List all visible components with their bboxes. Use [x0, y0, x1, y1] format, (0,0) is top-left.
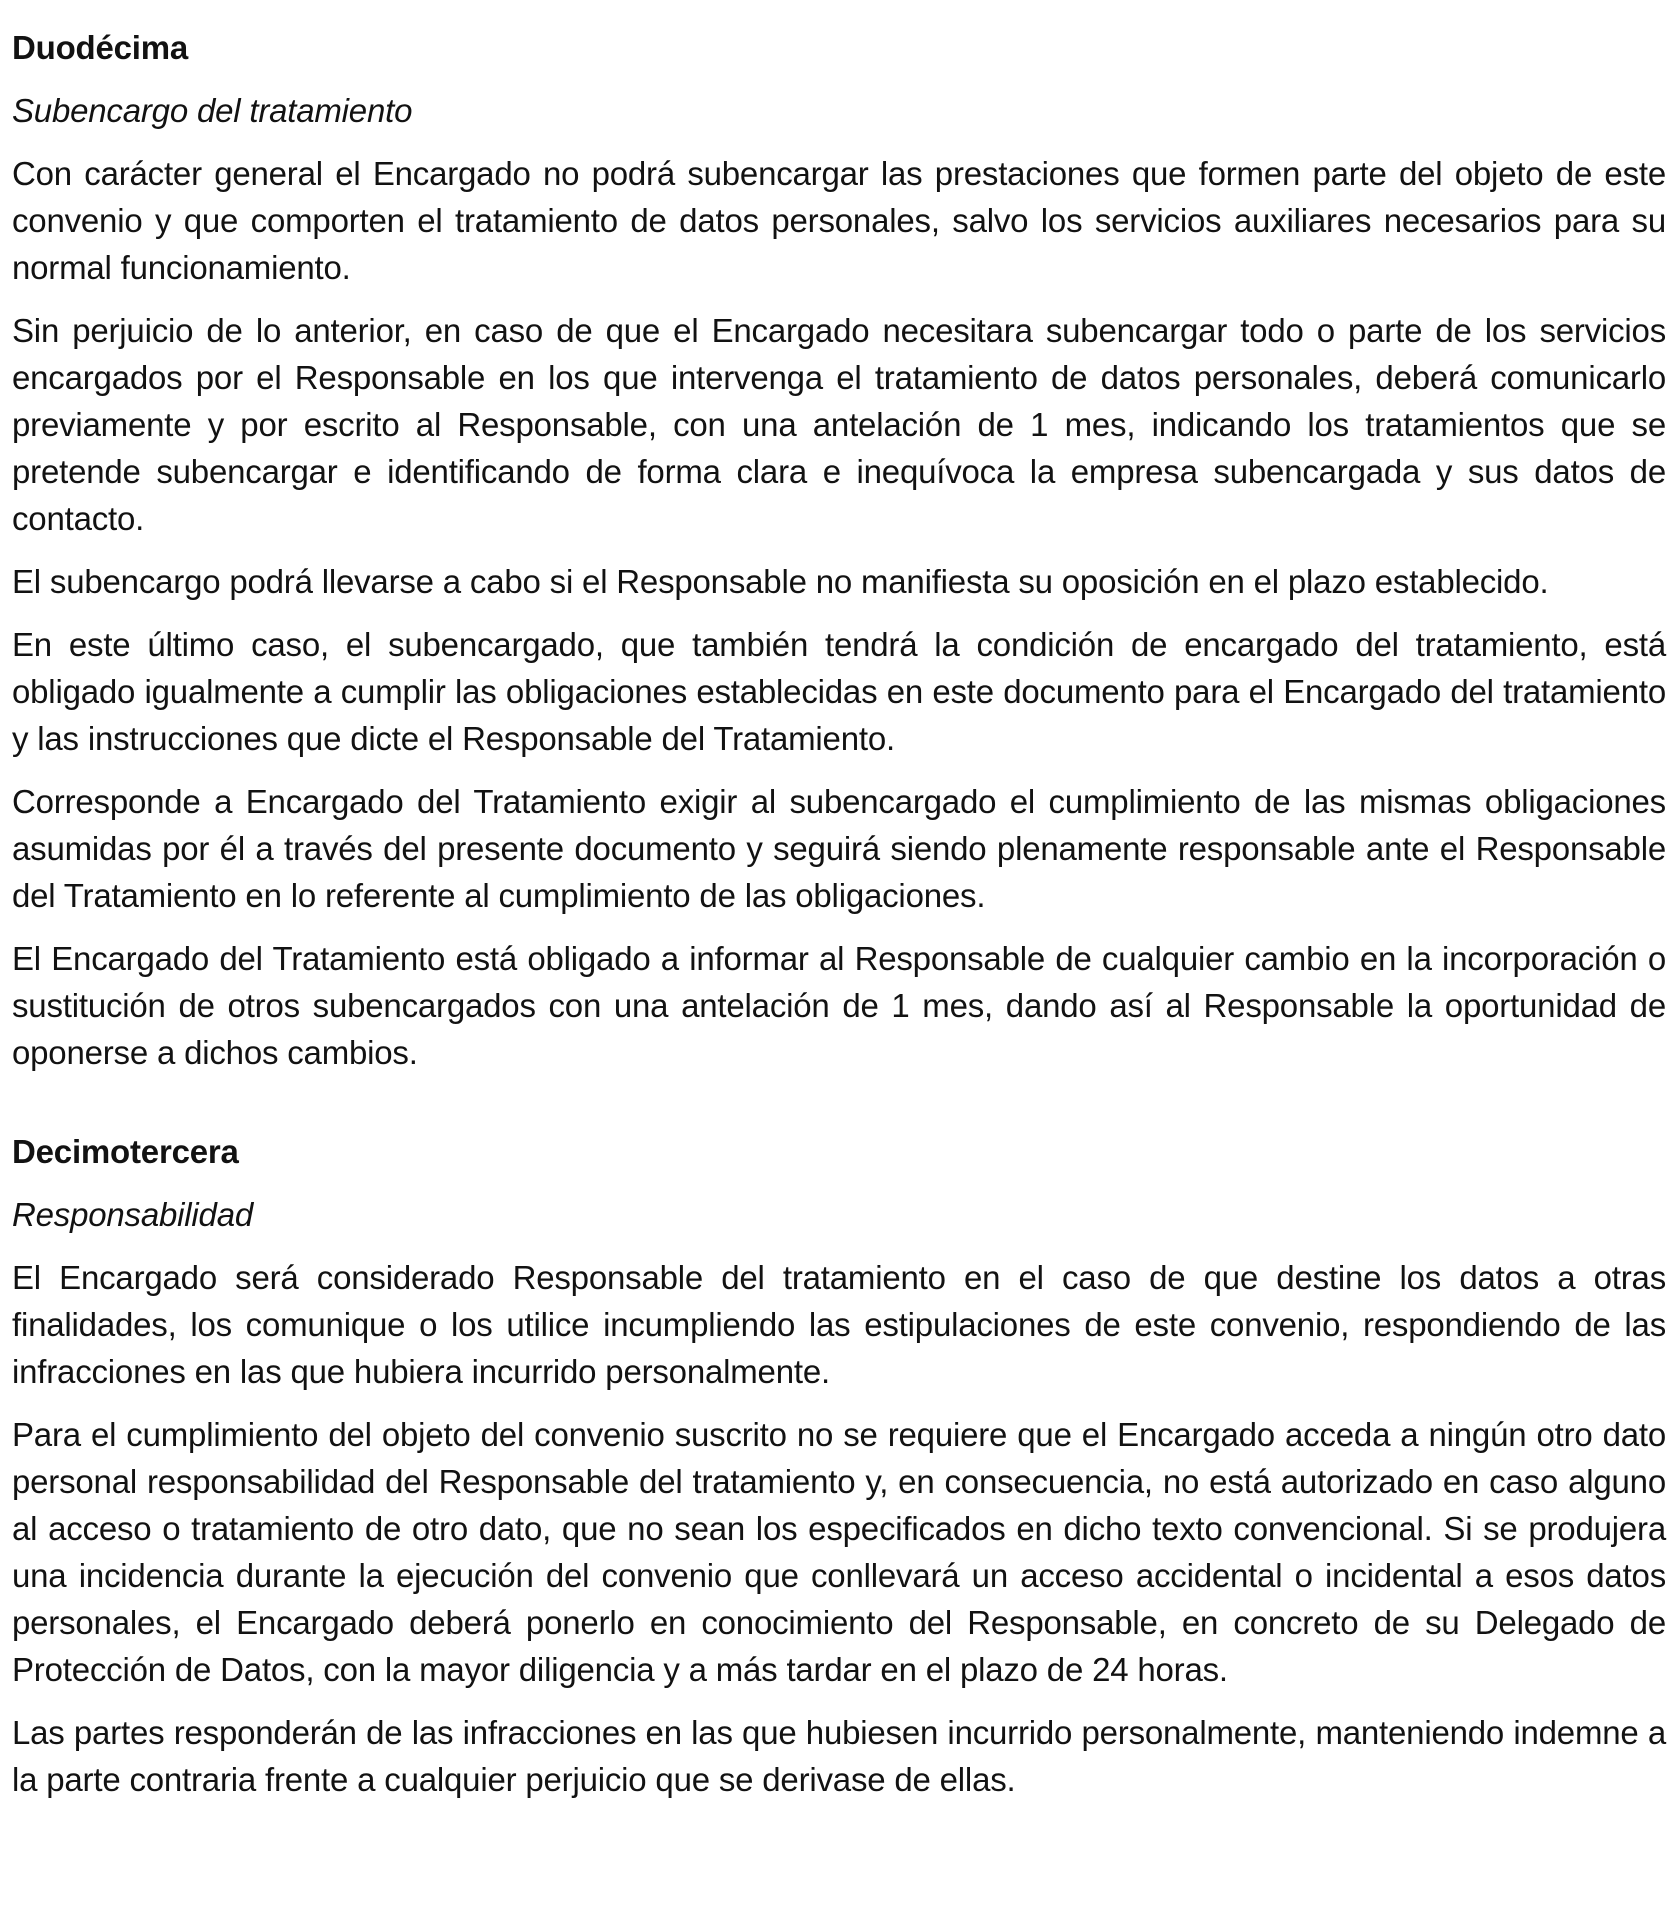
paragraph: El subencargo podrá llevarse a cabo si el Responsable no manifiesta su oposición en el plazo establecido. — [12, 563, 1549, 600]
paragraph: El Encargado será considerado Responsable del tratamiento en el caso de que destine los datos a otras finalidades, los comunique o los utilice incumpliendo las estipulaciones de este convenio, respondiendo de las infracciones en las que hubiera incurrido personalmente. — [12, 1259, 1666, 1390]
paragraph: Sin perjuicio de lo anterior, en caso de que el Encargado necesitara subencargar todo o parte de los servicios encargados por el Responsable en los que intervenga el tratamiento de datos personales, deberá comunicarlo previamente y por escrito al Responsable, con una antelación de 1 mes, indicando los tratamientos que se pretende subencargar e identificando de forma clara e inequívoca la empresa subencargada y sus datos de contacto. — [12, 312, 1666, 537]
section-heading: Duodécima — [12, 29, 189, 66]
paragraph: Con carácter general el Encargado no podrá subencargar las prestaciones que formen parte del objeto de este convenio y que comporten el tratamiento de datos personales, salvo los servicios auxiliares necesarios para su normal funcionamiento. — [12, 155, 1666, 286]
paragraph: El Encargado del Tratamiento está obligado a informar al Responsable de cualquier cambio en la incorporación o sustitución de otros subencargados con una antelación de 1 mes, dando así al Responsable la oportunidad de oponerse a dichos cambios. — [12, 940, 1666, 1071]
paragraph: Las partes responderán de las infracciones en las que hubiesen incurrido personalmente, manteniendo indemne a la parte contraria frente a cualquier perjuicio que se derivase de ellas. — [12, 1714, 1666, 1798]
section-decimotercera — [12, 1128, 1666, 1803]
section-subtitle: Responsabilidad — [12, 1196, 254, 1233]
paragraph: En este último caso, el subencargado, que también tendrá la condición de encargado del tratamiento, está obligado igualmente a cumplir las obligaciones establecidas en este documento para el Encargado del tratamiento y las instrucciones que dicte el Responsable del Tratamiento. — [12, 626, 1666, 757]
section-subtitle: Subencargo del tratamiento — [12, 92, 413, 129]
section-heading: Decimotercera — [12, 1133, 239, 1170]
paragraph: Para el cumplimiento del objeto del convenio suscrito no se requiere que el Encargado acceda a ningún otro dato personal responsabilidad del Responsable del tratamiento y, en consecuencia, no está autorizado en caso alguno al acceso o tratamiento de otro dato, que no sean los especificados en dicho texto convencional. Si se produjera una incidencia durante la ejecución del convenio que conllevará un acceso accidental o incidental a esos datos personales, el Encargado deberá ponerlo en conocimiento del Responsable, en concreto de su Delegado de Protección de Datos, con la mayor diligencia y a más tardar en el plazo de 24 horas. — [12, 1416, 1666, 1688]
paragraph: Corresponde a Encargado del Tratamiento exigir al subencargado el cumplimiento de las mismas obligaciones asumidas por él a través del presente documento y seguirá siendo plenamente responsable ante el Responsable del Tratamiento en lo referente al cumplimiento de las obligaciones. — [12, 783, 1666, 914]
section-duodecima — [12, 24, 1666, 1076]
